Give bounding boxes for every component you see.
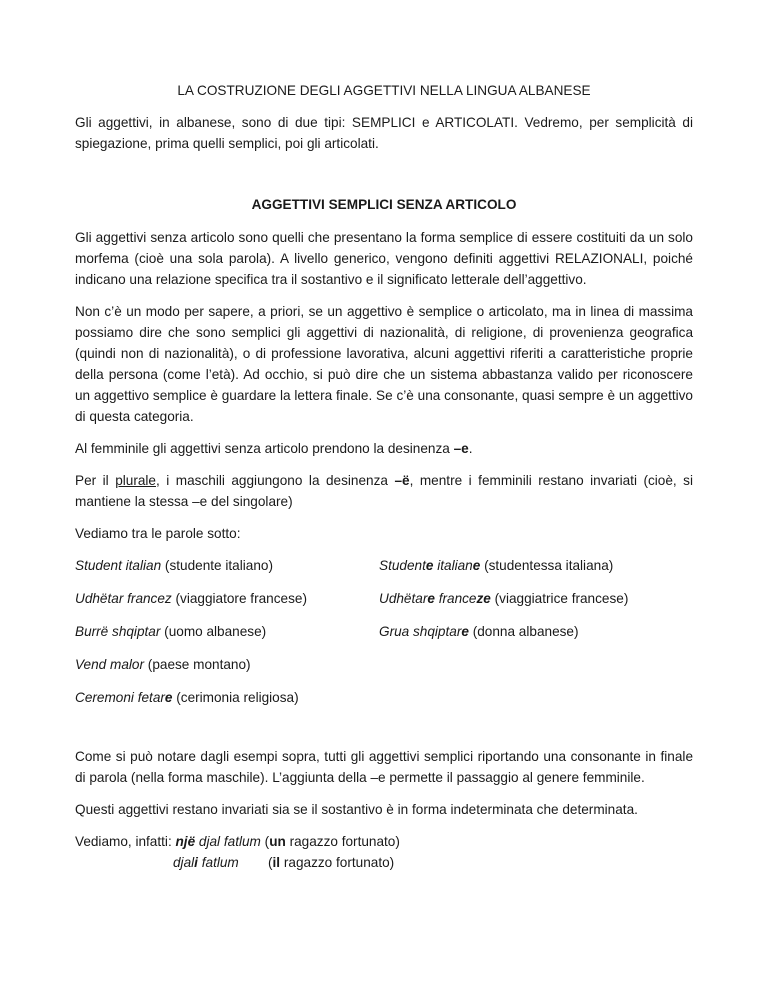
example-feminine: Udhëtare franceze (viaggiatrice francese) [379, 591, 629, 606]
section-heading: AGGETTIVI SEMPLICI SENZA ARTICOLO [251, 197, 517, 212]
example-masculine: Burrë shqiptar (uomo albanese) [75, 624, 267, 639]
paragraph-observation: Come si può notare dagli esempi sopra, tutti gli aggettivi semplici riportando una consonante in finale di parola (nella forma maschile). L’aggiunta della –e permette il passaggio al genere femminile. [75, 749, 693, 785]
plural-ending: –ë [394, 473, 410, 488]
example-row-1 [75, 555, 693, 576]
examples-intro: Vediamo tra le parole sotto: [75, 526, 241, 541]
paragraph-feminine: Al femminile gli aggettivi senza articolo prendono la desinenza –e. [75, 441, 473, 456]
feminine-ending: –e [453, 441, 469, 456]
paragraph-relational: Gli aggettivi senza articolo sono quelli che presentano la forma semplice di essere costituiti da un solo morfema (cioè una sola parola). A livello generico, vengono definiti aggettivi RELAZIONALI, poiché indicano una relazione specifica tra il sostantivo e il significato letterale dell’aggettivo. [75, 230, 693, 287]
example-row-3 [75, 621, 693, 642]
example-feminine: Grua shqiptare (donna albanese) [379, 624, 579, 639]
example-feminine: Ceremoni fetare (cerimonia religiosa) [75, 690, 299, 705]
example-indeterminate: Vediamo, infatti: një djal fatlum (un ragazzo fortunato) [75, 834, 400, 849]
paragraph-invariance: Questi aggettivi restano invariati sia se il sostantivo è in forma indeterminata che determinata. [75, 802, 638, 817]
example-masculine: Vend malor (paese montano) [75, 657, 251, 672]
example-row-5 [75, 687, 693, 708]
example-masculine: Student italian (studente italiano) [75, 558, 273, 573]
document-page [75, 80, 693, 873]
example-masculine: Udhëtar francez (viaggiatore francese) [75, 591, 307, 606]
example-determinate: djali fatlum (il ragazzo fortunato) [173, 855, 395, 870]
plural-underlined: plurale [115, 473, 156, 488]
example-row-2 [75, 588, 693, 609]
paragraph-plural: Per il plurale, i maschili aggiungono la desinenza –ë, mentre i femminili restano invariati (cioè, si mantiene la stessa –e del singolare) [75, 473, 693, 509]
example-row-4 [75, 654, 693, 675]
document-title: LA COSTRUZIONE DEGLI AGGETTIVI NELLA LINGUA ALBANESE [177, 83, 591, 98]
intro-paragraph: Gli aggettivi, in albanese, sono di due tipi: SEMPLICI e ARTICOLATI. Vedremo, per semplicità di spiegazione, prima quelli semplici, poi gli articolati. [75, 115, 693, 151]
example-feminine: Studente italiane (studentessa italiana) [379, 558, 614, 573]
paragraph-recognition: Non c’è un modo per sapere, a priori, se un aggettivo è semplice o articolato, ma in linea di massima possiamo dire che sono semplici gli aggettivi di nazionalità, di religione, di provenienza geografica (quindi non di nazionalità), o di professione lavorativa, alcuni aggettivi riferiti a caratteristiche proprie della persona (come l’età). Ad occhio, si può dire che un sistema abbastanza valido per riconoscere un aggettivo semplice è guardare la lettera finale. Se c’è una consonante, quasi sempre è un aggettivo di questa categoria. [75, 304, 693, 424]
